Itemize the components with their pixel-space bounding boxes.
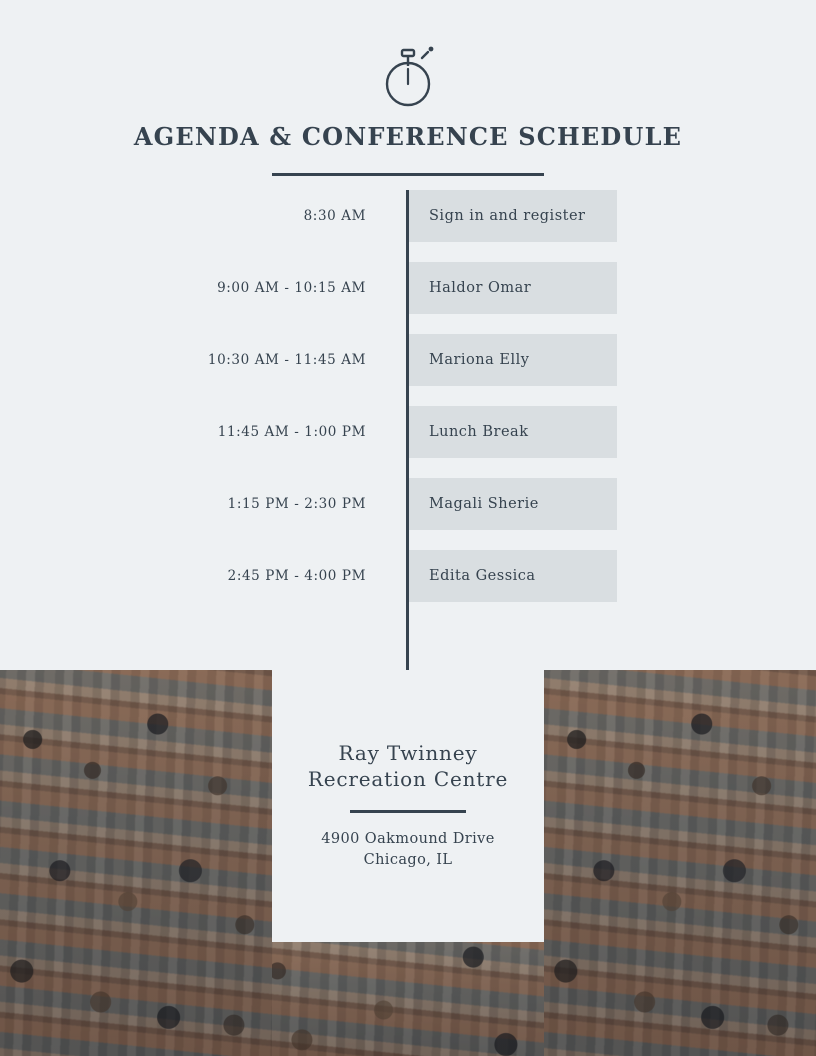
- schedule-row-label: Lunch Break: [409, 406, 617, 458]
- schedule-row-label: Magali Sherie: [409, 478, 617, 530]
- schedule-row-label: Mariona Elly: [409, 334, 617, 386]
- schedule-row-time: 11:45 AM - 1:00 PM: [217, 424, 366, 440]
- title-divider: [272, 173, 544, 176]
- schedule-row: [0, 334, 816, 386]
- stopwatch-icon: [376, 44, 440, 110]
- poster-header: [0, 44, 816, 176]
- photo-shading: [0, 670, 272, 1056]
- schedule-row-label: Haldor Omar: [409, 262, 617, 314]
- schedule-row: [0, 190, 816, 242]
- schedule-row: [0, 262, 816, 314]
- venue-divider: [350, 810, 466, 813]
- audience-photo-left: [0, 670, 272, 1056]
- schedule-row-time: 8:30 AM: [303, 208, 366, 224]
- venue-card: [272, 670, 544, 942]
- schedule-row-label: Sign in and register: [409, 190, 617, 242]
- venue-content: [272, 740, 544, 871]
- schedule-row-time: 1:15 PM - 2:30 PM: [227, 496, 366, 512]
- page-title: AGENDA & CONFERENCE SCHEDULE: [133, 122, 683, 151]
- photo-shading: [544, 670, 816, 1056]
- schedule-list: [0, 190, 816, 710]
- schedule-row-time: 9:00 AM - 10:15 AM: [217, 280, 366, 296]
- venue-address-line-2: Chicago, IL: [363, 852, 453, 868]
- schedule-row: [0, 478, 816, 530]
- venue-name-line-2: Recreation Centre: [307, 767, 509, 791]
- schedule-row-label: Edita Gessica: [409, 550, 617, 602]
- schedule-row: [0, 406, 816, 458]
- schedule-row-time: 10:30 AM - 11:45 AM: [207, 352, 366, 368]
- schedule-row: [0, 550, 816, 602]
- schedule-row-time: 2:45 PM - 4:00 PM: [227, 568, 366, 584]
- venue-name-line-1: Ray Twinney: [338, 741, 478, 765]
- venue-address-line-1: 4900 Oakmound Drive: [321, 831, 495, 847]
- audience-photo-right: [544, 670, 816, 1056]
